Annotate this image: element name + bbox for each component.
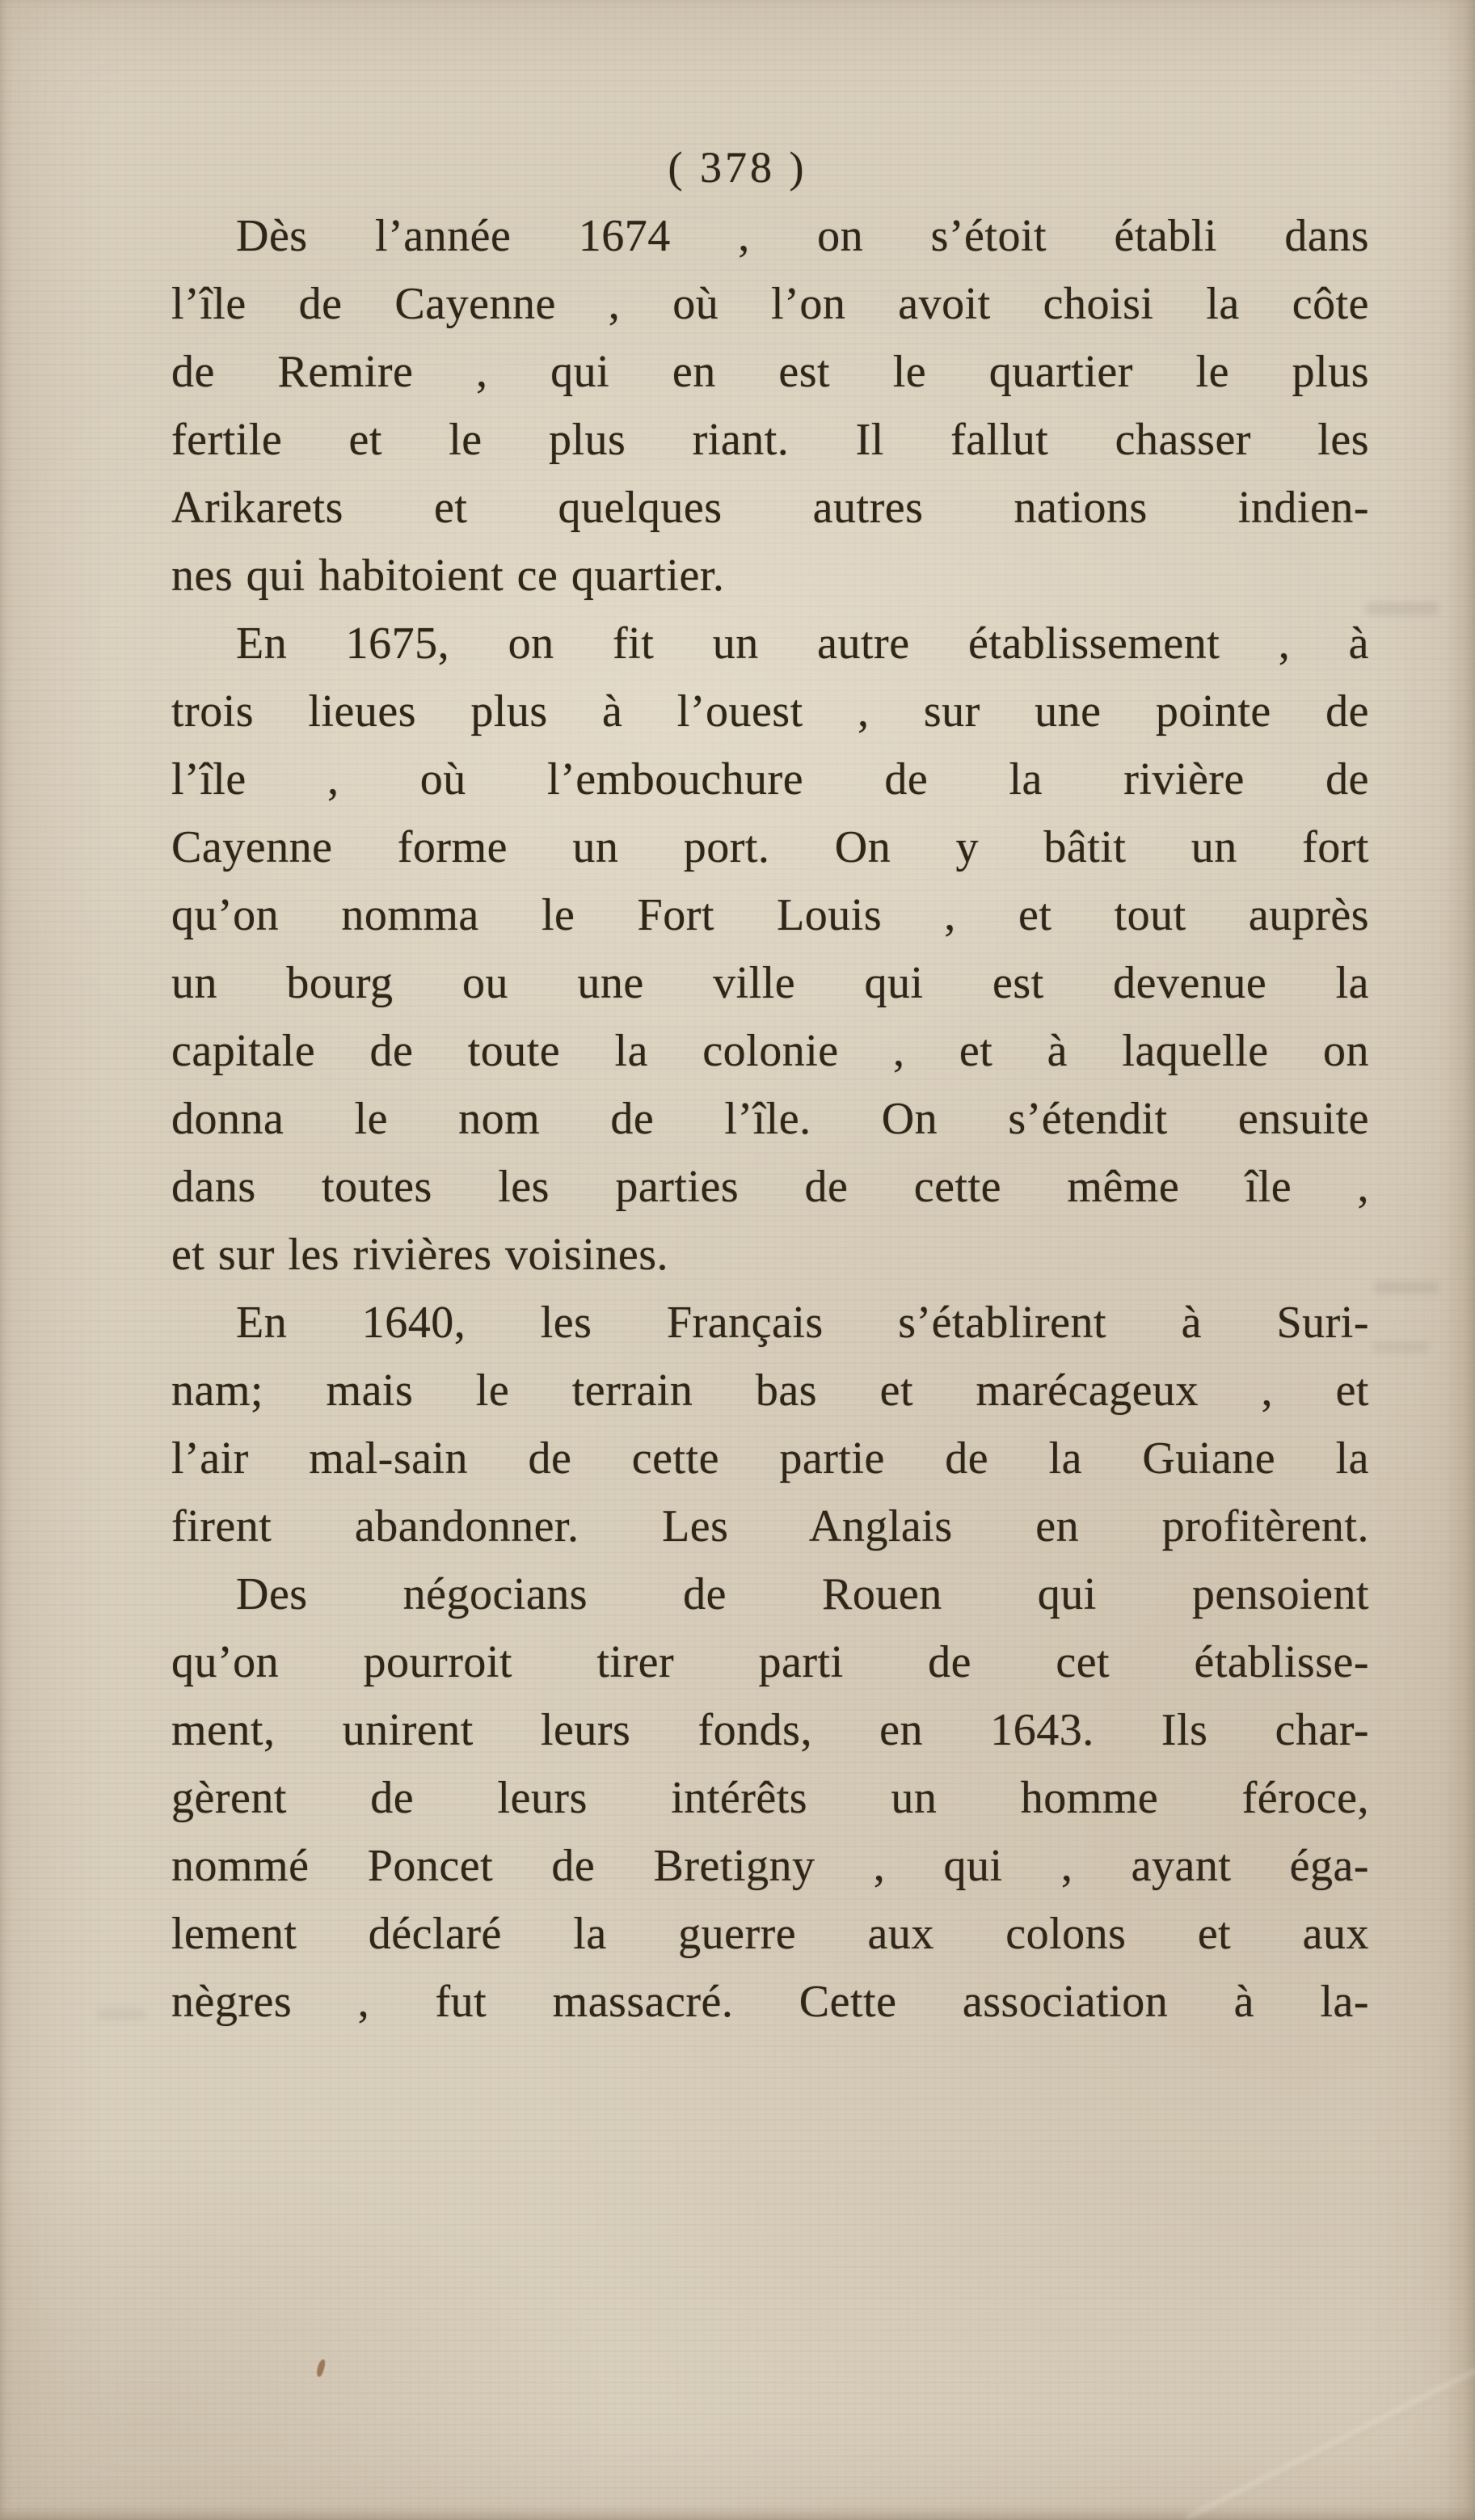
- page-number: ( 378 ): [668, 143, 807, 192]
- text-line: En 1675, on fit un autre établissement , à: [236, 618, 1369, 669]
- text-line: donna le nom de l’île. On s’étendit ensuite: [171, 1094, 1369, 1144]
- text-line: nes qui habitoient ce quartier.: [171, 551, 725, 601]
- ink-showthrough: [97, 2009, 145, 2020]
- text-line: nommé Poncet de Bretigny , qui , ayant éga-: [171, 1841, 1369, 1891]
- text-line: Cayenne forme un port. On y bâtit un fort: [171, 822, 1369, 872]
- text-line: et sur les rivières voisines.: [171, 1230, 669, 1280]
- text-line: Arikarets et quelques autres nations indien-: [171, 483, 1369, 533]
- text-line: qu’on nomma le Fort Louis , et tout auprès: [171, 890, 1369, 940]
- text-line: de Remire , qui en est le quartier le plus: [171, 347, 1369, 397]
- paper-crease: [1185, 2362, 1475, 2520]
- text-line: nègres , fut massacré. Cette association à la-: [171, 1977, 1369, 2027]
- text-line: nam; mais le terrain bas et marécageux , et: [171, 1366, 1369, 1416]
- text-line: En 1640, les Français s’établirent à Suri-: [236, 1298, 1369, 1348]
- text-line: dans toutes les parties de cette même île ,: [171, 1162, 1369, 1212]
- text-line: capitale de toute la colonie , et à laquelle on: [171, 1026, 1369, 1076]
- text-line: un bourg ou une ville qui est devenue la: [171, 958, 1369, 1008]
- ink-showthrough: [1372, 1342, 1429, 1353]
- text-line: trois lieues plus à l’ouest , sur une pointe de: [171, 686, 1369, 737]
- page-edge-shadow: [1444, 0, 1475, 2520]
- text-line: gèrent de leurs intérêts un homme féroce,: [171, 1773, 1369, 1823]
- ink-showthrough: [1366, 602, 1439, 615]
- text-line: lement déclaré la guerre aux colons et aux: [171, 1909, 1369, 1959]
- text-line: firent abandonner. Les Anglais en profitèrent.: [171, 1501, 1369, 1551]
- paper-fleck: [315, 2358, 326, 2377]
- text-line: l’air mal-sain de cette partie de la Guiane la: [171, 1433, 1369, 1484]
- text-line: Dès l’année 1674 , on s’étoit établi dans: [236, 211, 1369, 261]
- text-line: l’île de Cayenne , où l’on avoit choisi la côte: [171, 279, 1369, 329]
- text-line: fertile et le plus riant. Il fallut chasser les: [171, 415, 1369, 465]
- ink-showthrough: [1374, 1281, 1439, 1294]
- text-block: [171, 202, 1369, 2036]
- text-line: l’île , où l’embouchure de la rivière de: [171, 754, 1369, 804]
- text-line: Des négocians de Rouen qui pensoient: [236, 1569, 1369, 1619]
- text-line: qu’on pourroit tirer parti de cet établisse-: [171, 1637, 1369, 1687]
- text-line: ment, unirent leurs fonds, en 1643. Ils char-: [171, 1705, 1369, 1755]
